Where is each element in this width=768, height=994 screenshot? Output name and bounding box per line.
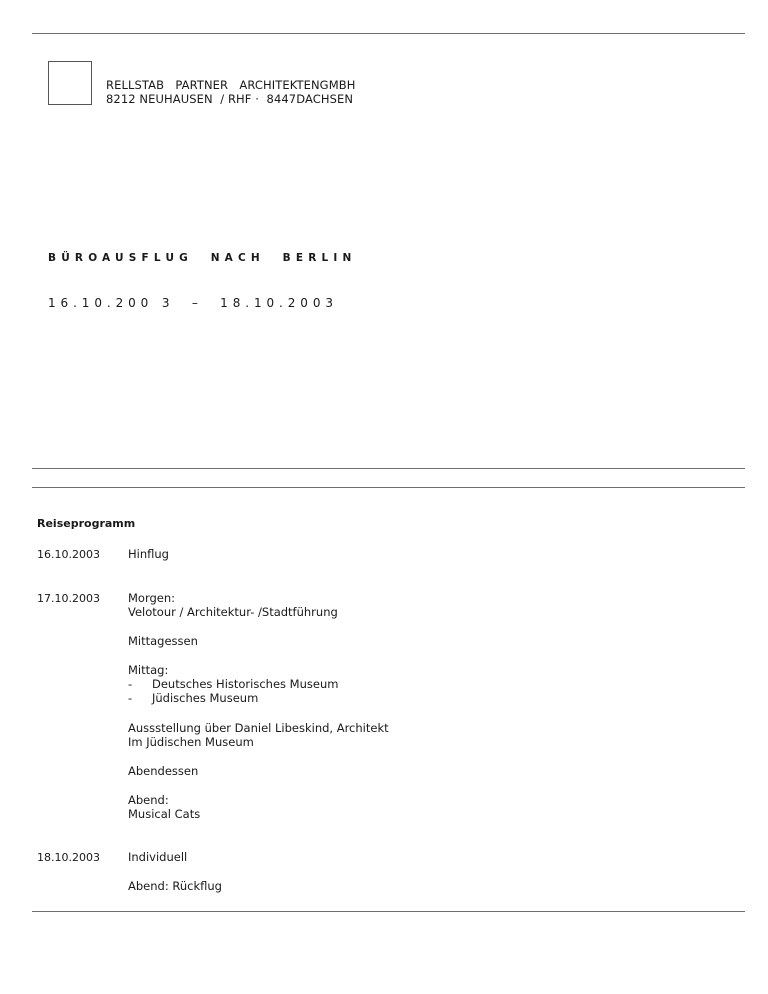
day2-evening-label: Abend: xyxy=(128,793,169,807)
top-rule xyxy=(32,33,745,34)
divider-rule-2 xyxy=(32,487,745,488)
day2-dinner: Abendessen xyxy=(128,764,199,778)
day2-lunch: Mittagessen xyxy=(128,634,198,648)
trip-dates: 16.10.200 3 – 18.10.2003 xyxy=(48,296,338,310)
exhibition-line-2: Im Jüdischen Museum xyxy=(128,735,254,749)
trip-title: BÜROAUSFLUG NACH BERLIN xyxy=(48,252,357,264)
day2-evening-text: Musical Cats xyxy=(128,807,201,821)
bullet-marker-2: - xyxy=(128,691,133,705)
bullet-marker-1: - xyxy=(128,677,133,691)
logo-box xyxy=(48,61,92,105)
day3-date: 18.10.2003 xyxy=(37,851,100,864)
museum-2: Jüdisches Museum xyxy=(152,691,259,705)
exhibition-line-1: Aussstellung über Daniel Libeskind, Architekt xyxy=(128,721,389,735)
museum-1: Deutsches Historisches Museum xyxy=(152,677,339,691)
day2-date: 17.10.2003 xyxy=(37,592,100,605)
divider-rule-1 xyxy=(32,468,745,469)
day2-morning-text: Velotour / Architektur- /Stadtführung xyxy=(128,605,338,619)
program-heading: Reiseprogramm xyxy=(37,517,136,530)
company-location: 8212 NEUHAUSEN / RHF · 8447DACHSEN xyxy=(106,92,354,106)
day2-morning-label: Morgen: xyxy=(128,591,176,605)
company-name: RELLSTAB PARTNER ARCHITEKTENGMBH xyxy=(106,78,356,92)
day3-item-2: Abend: Rückflug xyxy=(128,879,222,893)
day1-date: 16.10.2003 xyxy=(37,548,100,561)
day1-item: Hinflug xyxy=(128,547,169,561)
bottom-rule xyxy=(32,911,745,912)
day3-item-1: Individuell xyxy=(128,850,188,864)
company-address xyxy=(106,78,355,106)
day2-afternoon-label: Mittag: xyxy=(128,663,169,677)
